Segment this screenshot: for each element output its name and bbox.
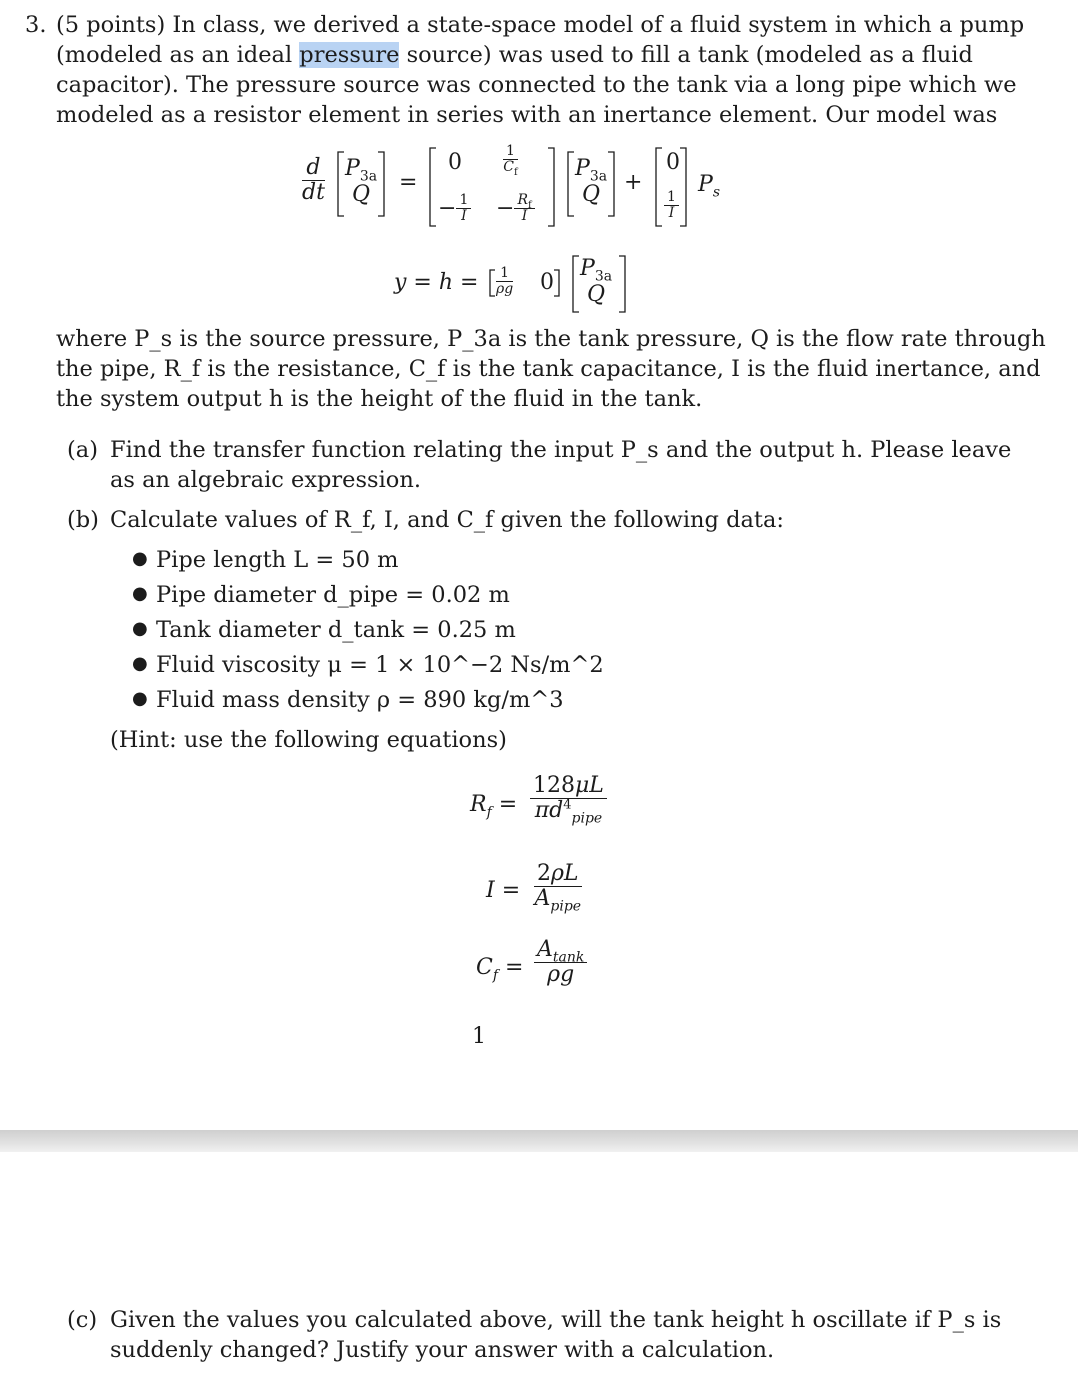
page-1: 3. (5 points) In class, we derived a state-space model of a fluid system in which a pump (modeled as an ideal pressure source) was used to fill a tank (modeled as a fluid capacitor). The pressure source was connected to the tank via a long pipe which we modeled as a resistor element in series with an inertance element. Our model was $\frac{d}{dt}$ $P_{3a}$ Q = 0 $\frac{1}{C_f}$ − $\frac{1}{I}$ − $\frac{R_f}{I}$ $P_{3a}$ Q + 0 $\frac{1}{I}$ $P_s$ y = h = $\frac{1}{\rho g}$ 0 $P_{3a}$ Q where P_s is the source pressure, P_3a is the tank pressure, Q is the flow rate through the pipe, R_f is the resistance, C_f is the tank capacitance, I is the fluid inertance, and the system output h is the height of the fluid in the tank. (a) Find the transfer function relating the input P_s and the output h. Please leave as an algebraic expression. (b) Calculate values of R_f, I, and C_f given the following data: ● Pipe length L = 50 m ● Pipe diameter d_pipe = 0.02 m ● Tank diameter d_tank = 0.25 m ● Fluid viscosity μ = 1 × 10^−2 Ns/m^2 ● Fluid mass density ρ = 890 kg/m^3 (Hint: use the following equations) $R_f$ = $\frac{128\mu L}{\pi d^4_{pipe}}$ I = $\frac{2\rho L}{A_{pipe}}$ $C_f$ = $\frac{A_{tank}}{\rho g}$ 1	[0, 0, 1078, 1130]
part-c-line-2: suddenly changed? Justify your answer with a calculation.	[110, 1337, 775, 1363]
part-a-line-1: Find the transfer function relating the input P_s and the output h. Please leave	[110, 437, 1012, 463]
highlighted-word: pressure	[299, 42, 400, 68]
state-vector-1: $P_{3a}$ Q	[345, 156, 378, 207]
part-b-label: (b)	[67, 507, 99, 533]
intro-line-4: modeled as a resistor element in series with an inertance element. Our model was	[56, 102, 998, 128]
part-c-line-1: Given the values you calculated above, will the tank height h oscillate if P_s is	[110, 1307, 1002, 1333]
intro-line-3: capacitor). The pressure source was connected to the tank via a long pipe which we	[56, 72, 1017, 98]
A-11: 0	[448, 150, 462, 175]
A-12: $\frac{1}{C_f}$	[503, 143, 518, 179]
bullet-item: Pipe length L = 50 m	[156, 547, 399, 573]
part-a-line-2: as an algebraic expression.	[110, 467, 421, 493]
bullet-item: Fluid viscosity μ = 1 × 10^−2 Ns/m^2	[156, 652, 604, 678]
part-a-label: (a)	[67, 437, 98, 463]
bullet-item: Fluid mass density ρ = 890 kg/m^3	[156, 687, 564, 713]
part-b-line: Calculate values of R_f, I, and C_f given the following data:	[110, 507, 784, 533]
part-c-label: (c)	[67, 1307, 98, 1333]
where-line-2: the pipe, R_f is the resistance, C_f is the tank capacitance, I is the fluid inertance, and	[56, 356, 1041, 382]
ddt-operator: $\frac{d}{dt}$	[302, 155, 325, 206]
state-vector-2: $P_{3a}$ Q	[575, 156, 608, 207]
A-22: − $\frac{R_f}{I}$	[496, 193, 535, 225]
bullet-item: Tank diameter d_tank = 0.25 m	[156, 617, 516, 643]
intro-line-2: (modeled as an ideal pressure source) was used to fill a tank (modeled as a fluid	[56, 42, 973, 68]
intro-line-1: (5 points) In class, we derived a state-space model of a fluid system in which a pump	[56, 12, 1025, 38]
problem-number: 3.	[25, 12, 47, 38]
where-line-1: where P_s is the source pressure, P_3a is the tank pressure, Q is the flow rate through	[56, 326, 1046, 352]
bullet-item: Pipe diameter d_pipe = 0.02 m	[156, 582, 510, 608]
where-line-3: the system output h is the height of the fluid in the tank.	[56, 386, 703, 412]
page-number: 1	[472, 1024, 486, 1049]
page-separator	[0, 1130, 1078, 1152]
A-21: − $\frac{1}{I}$	[438, 193, 471, 225]
hint-text: (Hint: use the following equations)	[110, 727, 507, 753]
page-2	[0, 1152, 1078, 1380]
